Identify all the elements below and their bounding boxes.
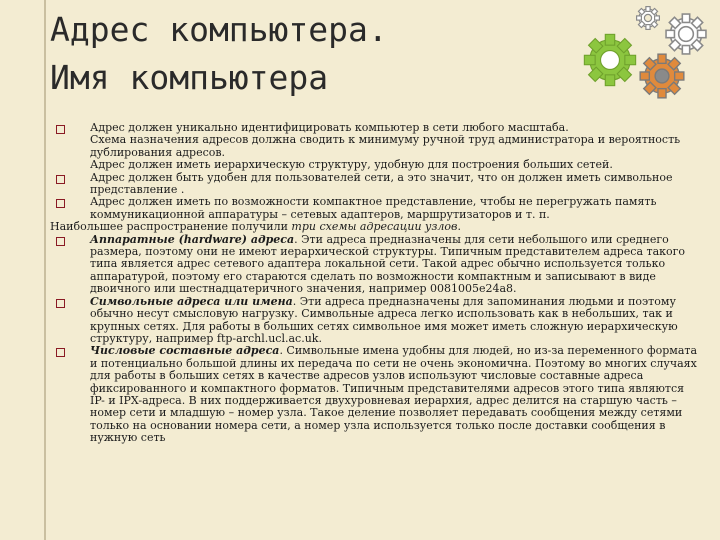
square-bullet-icon	[56, 237, 65, 246]
item-heading: Символьные адреса или имена	[90, 294, 293, 308]
square-bullet-icon	[56, 348, 65, 357]
item-heading: Аппаратные (hardware) адреса	[90, 232, 295, 246]
title-line-1: Адрес компьютера.	[50, 10, 388, 49]
body-content	[50, 122, 698, 445]
item-heading: Числовые составные адреса	[90, 344, 280, 358]
list-item-text	[90, 296, 698, 346]
square-bullet-icon	[56, 199, 65, 208]
list-item	[50, 196, 698, 221]
item-body: . Эти адреса предназначены для сети небольшого или среднего размера, поэтому они не имеют иерархической структуры. Типичным представителем адреса такого типа является адрес сетевого адаптера локальной сети. Такой адрес обычно используется только аппаратурой, поэтому его стараются сделать по возможности компактным и записывают в виде двоичного или шестнадцатеричного значения, например 0081005e24a8.	[90, 232, 686, 296]
intro-italic: три схемы адресации узлов	[291, 220, 458, 234]
square-bullet-icon	[56, 175, 65, 184]
intro-end: .	[457, 220, 461, 234]
list-item-text: Схема назначения адресов должна сводить к минимуму ручной труд администратора и вероятность дублирования адресов.	[90, 133, 681, 159]
intro-text: Наибольшее распространение получили	[50, 220, 292, 234]
list-item	[50, 172, 698, 197]
list-item-text: Адрес должен уникально идентифицировать компьютер в сети любого масштаба.	[90, 121, 569, 134]
list-item-text	[90, 234, 698, 296]
list-item	[50, 122, 698, 172]
left-divider	[44, 0, 46, 540]
square-bullet-icon	[56, 125, 65, 134]
gears-decoration-icon	[570, 4, 716, 112]
list-item-text: Адрес должен иметь по возможности компактное представление, чтобы не перегружать память коммуникационной аппаратуры – сетевых адаптеров, маршрутизаторов и т. п.	[90, 195, 657, 221]
page-title	[50, 6, 550, 102]
title-line-2: Имя компьютера	[50, 58, 329, 97]
list-item-text: Адрес должен быть удобен для пользователей сети, а это значит, что он должен иметь символьное представление .	[90, 170, 673, 197]
list-item	[50, 345, 698, 444]
list-item-text	[90, 345, 698, 444]
item-body: . Эти адреса предназначены для запоминания людьми и поэтому обычно несут смысловую нагрузку. Символьные адреса легко использовать как в небольших, так и крупных сетях. Для работы в больших сетях символьное имя может иметь сложную иерархическую структуру, например ftp-archl.ucl.ac.uk.	[90, 294, 678, 345]
list-item-text: Адрес должен иметь иерархическую структуру, удобную для построения больших сетей.	[90, 158, 613, 172]
square-bullet-icon	[56, 299, 65, 308]
list-item	[50, 296, 698, 346]
item-body: . Символьные имена удобны для людей, но из-за переменного формата и потенциально большой длины их передача по сети не очень экономична. Поэтому во многих случаях для работы в больших сетях в качестве адресов узлов используют числовые составные адреса фиксированного и компактного форматов. Типичным представителями адресов этого типа являются IP- и IPX-адреса. В них поддерживается двухуровневая иерархия, адрес делится на старшую часть – номер сети и младшую – номер узла. Такое деление позволяет передавать сообщения между сетями только на основании номера сети, а номер узла используется только после доставки сообщения в нужную сеть	[90, 344, 698, 445]
list-item	[50, 234, 698, 296]
